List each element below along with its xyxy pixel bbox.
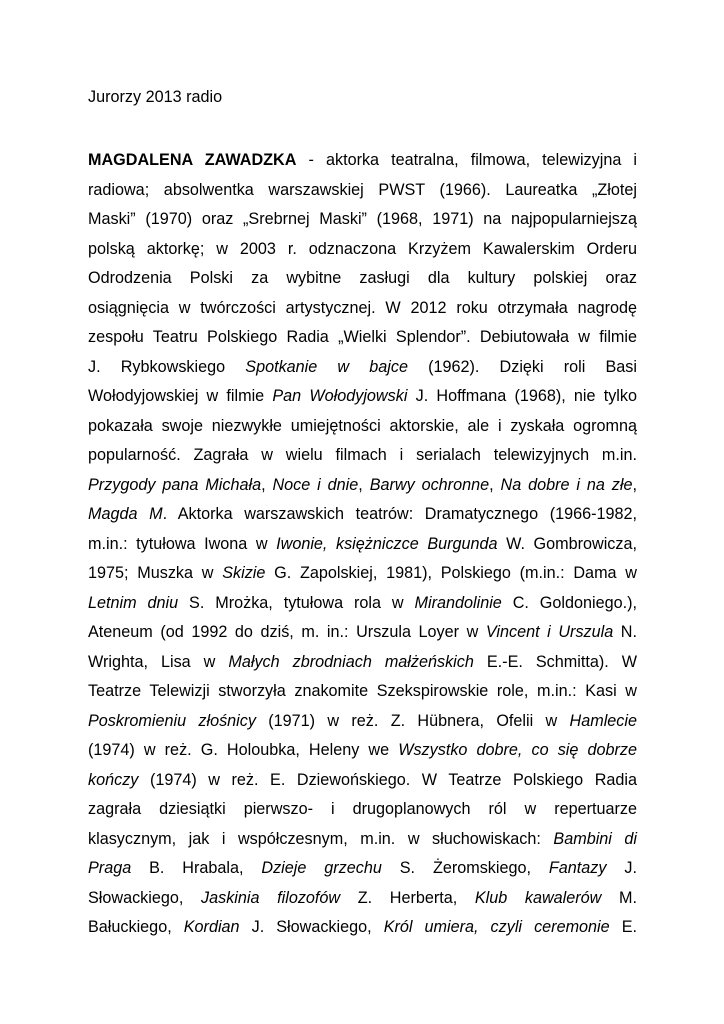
text-run: osiągnięcia w twórczości artystycznej. W 2012 roku otrzymała nagrodę [88, 298, 637, 317]
text-run: Bałuckiego, [88, 918, 184, 936]
text-run: E. [609, 918, 638, 936]
text-line [88, 353, 637, 383]
document-body [88, 146, 637, 943]
text-run: J. Hoffmana (1968), nie tylko [407, 387, 637, 405]
italic-title: Dzieje grzechu [261, 859, 382, 877]
italic-title: Praga [88, 859, 132, 877]
text-line [88, 825, 637, 855]
text-line [88, 323, 637, 353]
text-run: (1974) w reż. E. Dziewońskiego. W Teatrze Polskiego Radia [138, 770, 637, 789]
italic-title: Barwy ochronne [369, 475, 490, 494]
text-line [88, 677, 637, 707]
text-run: Słowackiego, [88, 888, 202, 907]
italic-title: Wszystko dobre, co się dobrze [398, 741, 637, 759]
text-line [88, 264, 637, 294]
text-line [88, 913, 637, 943]
italic-title: Poskromieniu złośnicy [88, 711, 256, 730]
text-line [88, 766, 637, 796]
text-run: , [358, 475, 370, 494]
text-run: (1962). Dzięki roli Basi [407, 357, 637, 376]
text-run: J. [606, 859, 637, 877]
italic-title: Na dobre i na złe [500, 475, 633, 494]
italic-title: kończy [88, 770, 139, 789]
text-run: Wrighta, Lisa w [88, 652, 229, 671]
italic-title: Mirandolinie [414, 593, 502, 612]
text-run: (1974) w reż. G. Holoubka, Heleny we [88, 741, 399, 759]
text-run: C. Goldoniego.), [501, 593, 637, 612]
italic-title: Małych zbrodniach małżeńskich [228, 652, 474, 671]
text-run: B. Hrabala, [131, 859, 262, 877]
italic-title: Hamlecie [569, 711, 638, 730]
italic-title: Magda M [88, 505, 163, 523]
bold-name: MAGDALENA ZAWADZKA [88, 151, 297, 169]
italic-title: Bambini di [553, 829, 637, 848]
text-run: Odrodzenia Polski za wybitne zasługi dla kultury polskiej oraz [88, 269, 637, 287]
text-line [88, 530, 637, 560]
text-run: - aktorka teatralna, filmowa, telewizyjna i [296, 151, 638, 169]
document-heading: Jurorzy 2013 radio [88, 88, 223, 106]
italic-title: Iwonie, księżniczce Burgunda [276, 534, 498, 553]
text-run: 1975; Muszka w [88, 564, 223, 582]
italic-title: Noce i dnie [272, 475, 359, 494]
text-line [88, 294, 637, 324]
italic-title: Przygody pana Michała [88, 475, 262, 494]
text-run: Maski” (1970) oraz „Srebrnej Maski” (1968, 1971) na najpopularniejszą [88, 210, 637, 228]
text-run: Z. Herberta, [340, 888, 475, 907]
text-run: W. Gombrowicza, [497, 534, 637, 553]
text-line [88, 205, 637, 235]
text-run: . Aktorka warszawskich teatrów: Dramatycznego (1966-1982, [162, 505, 637, 523]
text-line [88, 176, 637, 206]
italic-title: Fantazy [548, 859, 607, 877]
text-run: zagrała dziesiątki pierwszo- i drugoplanowych ról w repertuarze [88, 800, 637, 818]
text-line [88, 589, 637, 619]
text-run: zespołu Teatru Polskiego Radia „Wielki Splendor”. Debiutowała w filmie [88, 328, 637, 346]
text-run: , [261, 475, 273, 494]
text-run: M. [601, 888, 637, 907]
text-line [88, 382, 637, 412]
text-run: S. Żeromskiego, [381, 859, 549, 877]
italic-title: Vincent i Urszula [485, 623, 614, 641]
text-line [88, 707, 637, 737]
text-run: radiowa; absolwentka warszawskiej PWST (1966). Laureatka „Złotej [88, 180, 637, 199]
italic-title: Król umiera, czyli ceremonie [383, 918, 610, 936]
text-run: Teatrze Telewizji stworzyła znakomite Szekspirowskie role, m.in.: Kasi w [88, 682, 637, 700]
text-line [88, 235, 637, 265]
text-run: (1971) w reż. Z. Hübnera, Ofelii w [255, 711, 570, 730]
italic-title: Skizie [222, 564, 266, 582]
text-run: , [489, 475, 501, 494]
text-line [88, 648, 637, 678]
text-line [88, 500, 637, 530]
text-run: m.in.: tytułowa Iwona w [88, 534, 277, 553]
text-line [88, 884, 637, 914]
text-line [88, 559, 637, 589]
text-run: klasycznym, jak i współczesnym, m.in. w słuchowiskach: [88, 829, 554, 848]
text-line [88, 618, 637, 648]
text-line [88, 412, 637, 442]
italic-title: Kordian [183, 918, 240, 936]
text-run: S. Mrożka, tytułowa rola w [178, 593, 415, 612]
text-run: J. Słowackiego, [239, 918, 384, 936]
italic-title: Jaskinia filozofów [201, 888, 341, 907]
text-run: G. Zapolskiej, 1981), Polskiego (m.in.: Dama w [265, 564, 637, 582]
text-run: pokazała swoje niezwykłe umiejętności aktorskie, ale i zyskała ogromną [88, 416, 637, 435]
text-run: popularność. Zagrała w wielu filmach i serialach telewizyjnych m.in. [88, 446, 637, 464]
text-run: , [632, 475, 638, 494]
text-line [88, 146, 637, 176]
text-run: E.-E. Schmitta). W [473, 652, 637, 671]
italic-title: Letnim dniu [88, 593, 179, 612]
text-line [88, 795, 637, 825]
text-line [88, 736, 637, 766]
italic-title: Klub kawalerów [474, 888, 602, 907]
text-line [88, 854, 637, 884]
text-line [88, 471, 637, 501]
text-run: polską aktorkę; w 2003 r. odznaczona Krzyżem Kawalerskim Orderu [88, 239, 637, 258]
text-run: Ateneum (od 1992 do dziś, m. in.: Urszula Loyer w [88, 623, 486, 641]
text-run: N. [613, 623, 637, 641]
text-run: Wołodyjowskiej w filmie [88, 387, 273, 405]
text-run: J. Rybkowskiego [88, 357, 246, 376]
italic-title: Pan Wołodyjowski [272, 387, 408, 405]
italic-title: Spotkanie w bajce [245, 357, 408, 376]
text-line [88, 441, 637, 471]
